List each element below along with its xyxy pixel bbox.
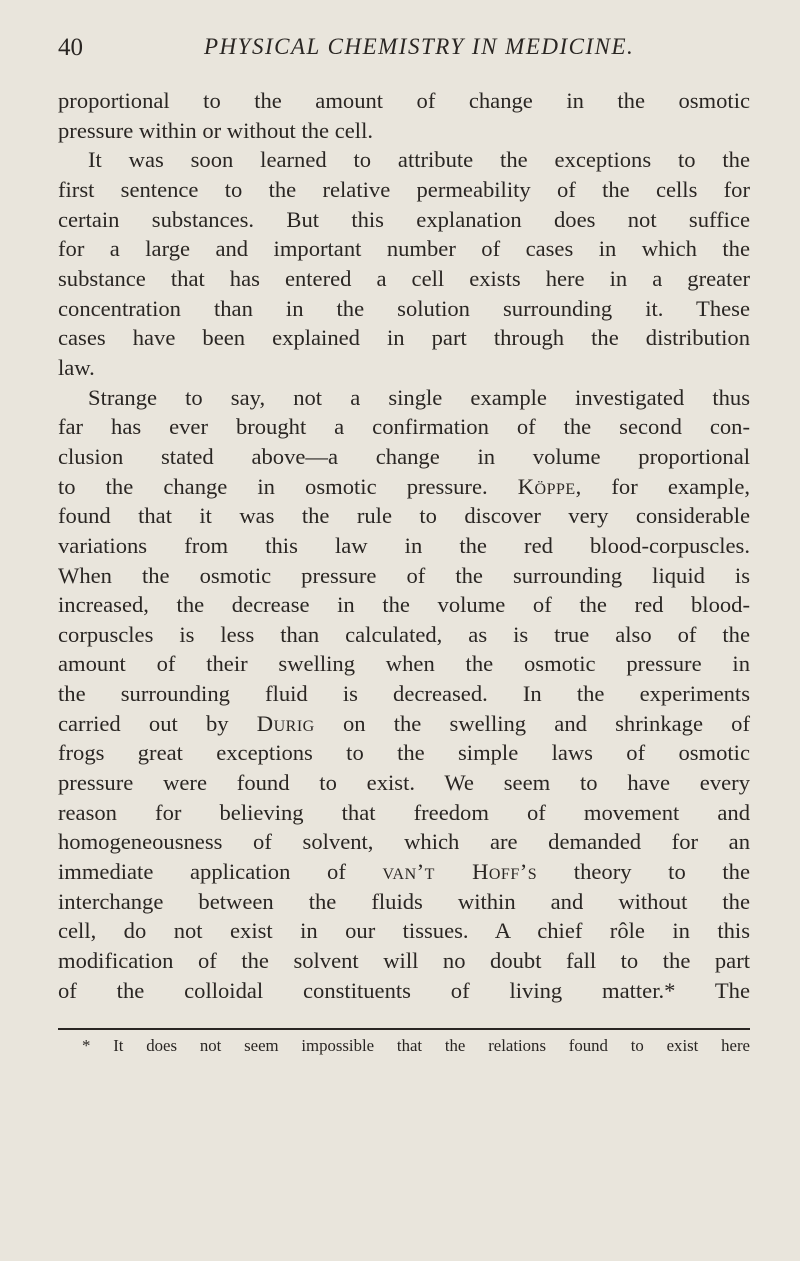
text-line: pressure within or without the cell.	[58, 117, 373, 143]
text-line: When the osmotic pressure of the surrounding liquid is	[58, 562, 750, 588]
text-line: modification of the solvent will no doubt fall to the part	[58, 948, 750, 974]
text-line: variations from this law in the red blood-corpuscles.	[58, 532, 750, 558]
text-line: increased, the decrease in the volume of the red blood-	[58, 592, 750, 618]
text-line: far has ever brought a confirmation of the second con-	[58, 414, 750, 440]
author-name: Durig	[256, 710, 315, 736]
text-line: cases have been explained in part through the distribution	[58, 325, 750, 351]
text-line: homogeneousness of solvent, which are demanded for an	[58, 829, 750, 855]
body-text	[58, 86, 750, 1005]
text-line: of the colloidal constituents of living matter.* The	[58, 977, 750, 1003]
text-line: frogs great exceptions to the simple laws of osmotic	[58, 740, 750, 766]
footnote-divider	[58, 1028, 750, 1030]
text-line: clusion stated above—a change in volume proportional	[58, 443, 750, 469]
footnote: * It does not seem impossible that the relations found to exist here	[82, 1036, 750, 1055]
text-line: immediate application of van’t Hoff’s theory to the	[58, 859, 750, 885]
text-line: corpuscles is less than calculated, as is true also of the	[58, 621, 750, 647]
author-name: Köppe	[517, 473, 576, 499]
text-line: reason for believing that freedom of movement and	[58, 799, 750, 825]
text-line: interchange between the fluids within and without the	[58, 888, 750, 914]
text-line: concentration than in the solution surrounding it. These	[58, 295, 750, 321]
text-line: proportional to the amount of change in the osmotic	[58, 88, 750, 113]
text-line: the surrounding fluid is decreased. In the experiments	[58, 681, 750, 707]
text-line: amount of their swelling when the osmotic pressure in	[58, 651, 750, 677]
text-line: Strange to say, not a single example investigated thus	[88, 384, 750, 410]
text-line: It was soon learned to attribute the exceptions to the	[88, 147, 750, 173]
text-line: pressure were found to exist. We seem to have every	[58, 770, 750, 796]
text-line: found that it was the rule to discover very considerable	[58, 503, 750, 529]
text-line: carried out by Durig on the swelling and shrinkage of	[58, 710, 750, 736]
page-number: 40	[58, 34, 83, 61]
text-line: certain substances. But this explanation does not suffice	[58, 206, 750, 232]
text-line: first sentence to the relative permeability of the cells for	[58, 176, 750, 202]
text-line: substance that has entered a cell exists here in a greater	[58, 265, 750, 291]
text-line: to the change in osmotic pressure. Köppe, for example,	[58, 473, 751, 499]
text-line: law.	[58, 354, 95, 380]
text-line: cell, do not exist in our tissues. A chief rôle in this	[58, 918, 750, 944]
text-line: for a large and important number of cases in which the	[58, 236, 750, 262]
author-name: van’t Hoff’s	[382, 859, 538, 885]
running-title: PHYSICAL CHEMISTRY IN MEDICINE.	[204, 34, 635, 59]
running-head	[58, 34, 748, 68]
